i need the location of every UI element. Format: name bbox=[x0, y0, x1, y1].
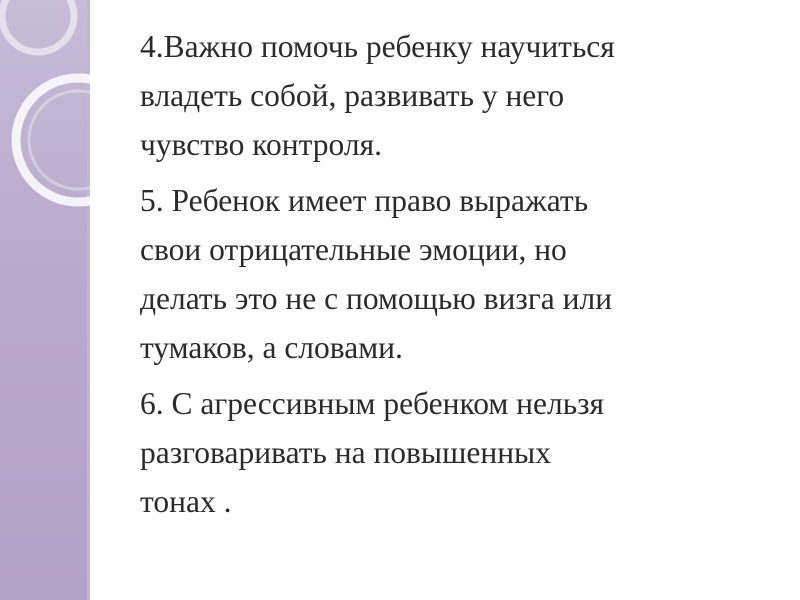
top-ring bbox=[2, 0, 74, 52]
paragraph-6: 6. С агрессивным ребенком нельзя разговаривать на повышенных тонах . bbox=[140, 386, 605, 519]
large-ring bbox=[16, 78, 140, 202]
decorative-rings bbox=[0, 0, 130, 220]
slide-body bbox=[140, 22, 780, 533]
paragraph-4: 4.Важно помочь ребенку научиться владеть собой, развивать у него чувство контроля. bbox=[140, 29, 615, 162]
paragraph-5: 5. Ребенок имеет право выражать свои отрицательные эмоции, но делать это не с помощью визга или тумаков, а словами. bbox=[140, 183, 613, 365]
inner-ring bbox=[29, 91, 127, 189]
